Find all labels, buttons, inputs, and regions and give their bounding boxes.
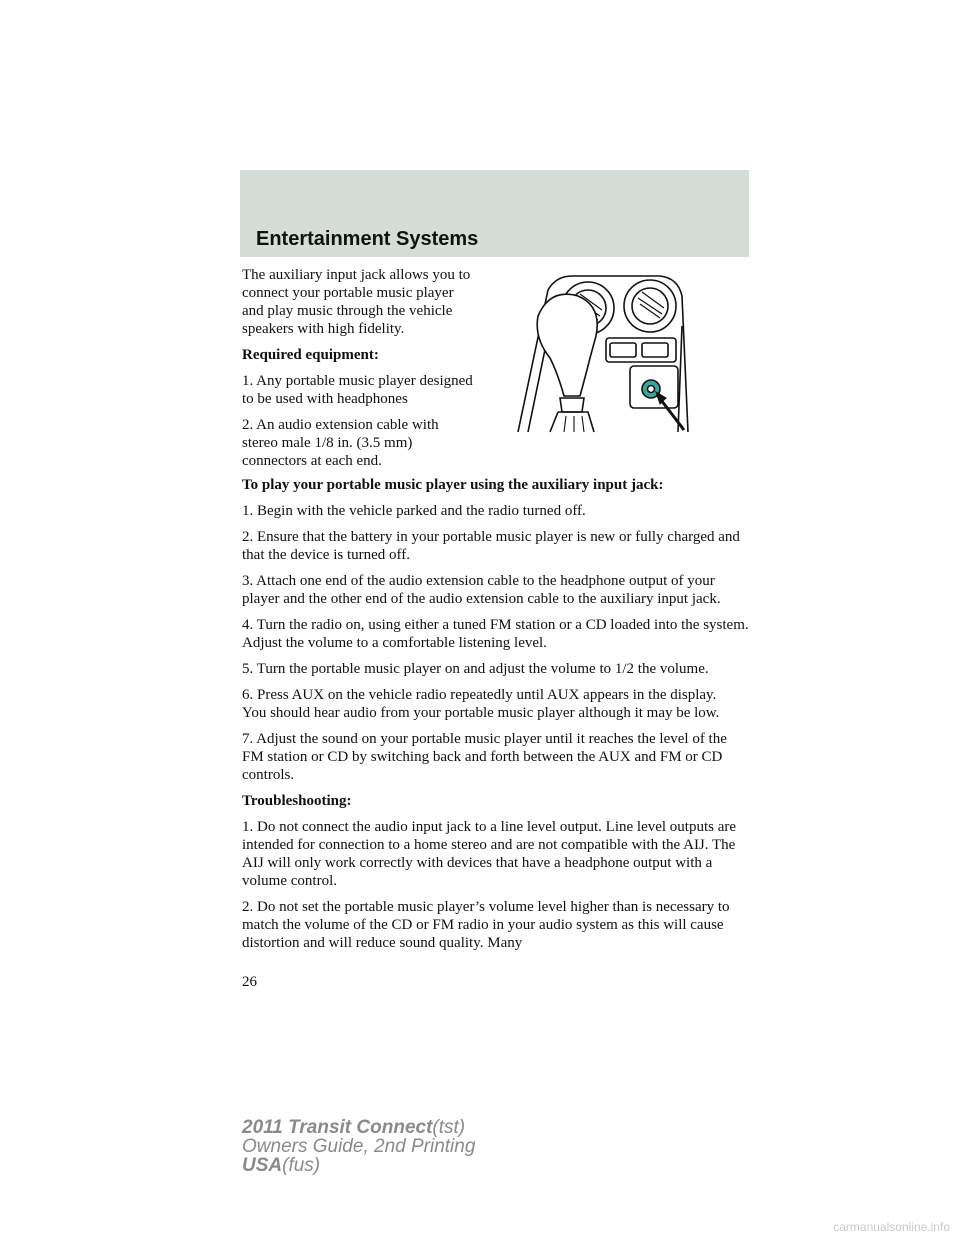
footer-model: 2011 Transit Connect bbox=[242, 1117, 433, 1138]
section-title: Entertainment Systems bbox=[256, 228, 479, 250]
required-item-1: 1. Any portable music player designed to be used with headphones bbox=[242, 373, 473, 407]
watermark: carmanualsonline.info bbox=[833, 1220, 950, 1234]
instructions-heading: To play your portable music player using the auxiliary input jack: bbox=[242, 477, 664, 493]
intro-column bbox=[242, 266, 478, 478]
step-5: 5. Turn the portable music player on and adjust the volume to 1/2 the volume. bbox=[242, 661, 709, 677]
step-6 bbox=[242, 686, 752, 722]
step-6-instruction: 6. Press AUX on the vehicle radio repeatedly until AUX appears in the display. bbox=[242, 687, 717, 703]
required-equipment-heading: Required equipment: bbox=[242, 347, 379, 363]
intro-paragraph: The auxiliary input jack allows you to connect your portable music player and play music through the vehicle speakers with high fidelity. bbox=[242, 267, 471, 337]
troubleshooting-item-2: 2. Do not set the portable music player’s volume level higher than is necessary to match the volume of the CD or FM radio in your audio system as this will cause distortion and will reduce sound quality. Many bbox=[242, 899, 730, 951]
footer-market-code: (fus) bbox=[282, 1155, 321, 1176]
step-2: 2. Ensure that the battery in your portable music player is new or fully charged and that the device is turned off. bbox=[242, 529, 740, 563]
step-4: 4. Turn the radio on, using either a tuned FM station or a CD loaded into the system. Adjust the volume to a comfortable listening level. bbox=[242, 617, 749, 651]
troubleshooting-heading: Troubleshooting: bbox=[242, 793, 352, 809]
step-6-note: You should hear audio from your portable music player although it may be low. bbox=[242, 705, 720, 721]
footer-line-2: Owners Guide, 2nd Printing bbox=[242, 1136, 476, 1157]
footer-line-3 bbox=[242, 1156, 475, 1175]
page-number: 26 bbox=[242, 974, 257, 990]
footer-market: USA bbox=[242, 1155, 283, 1176]
document-footer bbox=[242, 1118, 475, 1175]
aux-jack-illustration bbox=[510, 266, 690, 436]
footer-model-code: (tst) bbox=[432, 1117, 466, 1138]
instructions-section bbox=[242, 476, 752, 960]
troubleshooting-item-1: 1. Do not connect the audio input jack to a line level output. Line level outputs are intended for connection to a home stereo and are not compatible with the AIJ. The AIJ will only work correctly with devices that have a headphone output with a volume control. bbox=[242, 819, 737, 889]
step-7: 7. Adjust the sound on your portable music player until it reaches the level of the FM station or CD by switching back and forth between the AUX and FM or CD controls. bbox=[242, 731, 727, 783]
footer-line-1 bbox=[242, 1118, 475, 1137]
step-3: 3. Attach one end of the audio extension cable to the headphone output of your player and the other end of the audio extension cable to the auxiliary input jack. bbox=[242, 573, 721, 607]
section-header-band bbox=[240, 170, 749, 257]
step-1: 1. Begin with the vehicle parked and the radio turned off. bbox=[242, 503, 586, 519]
required-item-2: 2. An audio extension cable with stereo male 1/8 in. (3.5 mm) connectors at each end. bbox=[242, 417, 439, 469]
